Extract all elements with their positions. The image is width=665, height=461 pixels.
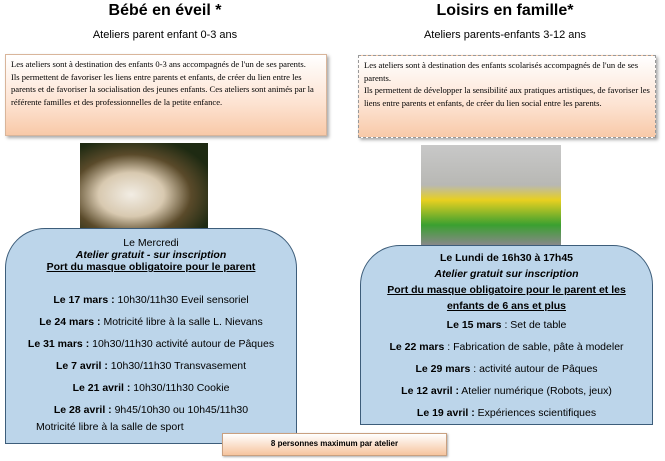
session-item (361, 336, 652, 358)
note: Motricité libre à la salle de sport (36, 421, 184, 433)
left-title: Bébé en éveil * (108, 2, 222, 19)
session-date: Le 28 avril : (53, 404, 112, 416)
baby-basket-photo (80, 143, 208, 229)
left-description (5, 54, 327, 136)
session-date: Le 19 avril : (416, 407, 475, 419)
session-text: : Fabrication de sable, pâte à modeler (444, 341, 624, 353)
session-item (361, 380, 652, 402)
session-text: 10h30/11h30 Cookie (130, 382, 230, 394)
session-item (361, 402, 652, 424)
day: Le Lundi de 16h30 à 17h45 (439, 252, 574, 264)
session-date: Le 12 avril : (401, 385, 459, 397)
right-description (358, 55, 656, 138)
session-date: Le 21 avril : (72, 382, 131, 394)
session-item (6, 377, 296, 399)
footer-note: 8 personnes maximum par atelier (222, 433, 447, 456)
session-text: : Set de table (501, 319, 567, 331)
session-text: Motricité libre à la salle L. Nievans (100, 316, 263, 328)
free-note: Atelier gratuit sur inscription (434, 268, 579, 280)
session-item (361, 358, 652, 380)
session-item (6, 355, 296, 377)
session-item (6, 289, 296, 311)
session-text: 10h30/11h30 Transvasement (107, 360, 247, 372)
day: Le Mercredi (123, 237, 179, 249)
session-text: Expériences scientifiques (474, 407, 597, 419)
session-text: : activité autour de Pâques (470, 363, 598, 375)
session-item (6, 399, 296, 421)
desc-line: Ils permettent de favoriser les liens entre parents et enfants, de créer du lien entre les parents et de favoriser la socialisation des jeunes enfants. Ces ateliers sont animés par la référente familles et des professionnelles de la petite enfance. (11, 71, 314, 107)
session-item (6, 333, 296, 355)
mask-note: Port du masque obligatoire pour le parent et les enfants de 6 ans et plus (387, 284, 626, 312)
session-text: 10h30/11h30 Eveil sensoriel (114, 294, 249, 306)
session-date: Le 22 mars (389, 341, 445, 353)
session-text: 10h30/11h30 activité autour de Pâques (89, 338, 275, 350)
session-item (361, 314, 652, 336)
desc-line: Les ateliers sont à destination des enfants scolarisés accompagnés de l'un de ses parents. (364, 60, 639, 83)
session-date: Le 29 mars (415, 363, 471, 375)
session-date: Le 31 mars : (27, 338, 90, 350)
session-date: Le 17 mars : (53, 294, 115, 306)
desc-line: Ils permettent de développer la sensibilité aux pratiques artistiques, de favoriser les liens entre parents et enfants, de créer du lien social entre les parents. (364, 85, 650, 108)
mask-note: Port du masque obligatoire pour le parent (46, 261, 256, 273)
session-date: Le 15 mars (446, 319, 502, 331)
session-item (6, 311, 296, 333)
session-text: Atelier numérique (Robots, jeux) (458, 385, 612, 397)
right-title: Loisirs en famille* (436, 2, 574, 19)
right-schedule-box (360, 245, 653, 425)
session-text: 9h45/10h30 ou 10h45/11h30 (111, 404, 249, 416)
session-date: Le 7 avril : (55, 360, 108, 372)
easter-chicks-photo (421, 145, 561, 245)
session-date: Le 24 mars : (39, 316, 101, 328)
desc-line: Les ateliers sont à destination des enfants 0-3 ans accompagnés de l'un de ses parents. (11, 59, 306, 69)
left-subtitle: Ateliers parent enfant 0-3 ans (92, 29, 238, 41)
left-schedule-box (5, 228, 297, 444)
free-note: Atelier gratuit - sur inscription (75, 249, 227, 261)
right-subtitle: Ateliers parents-enfants 3-12 ans (423, 29, 587, 41)
